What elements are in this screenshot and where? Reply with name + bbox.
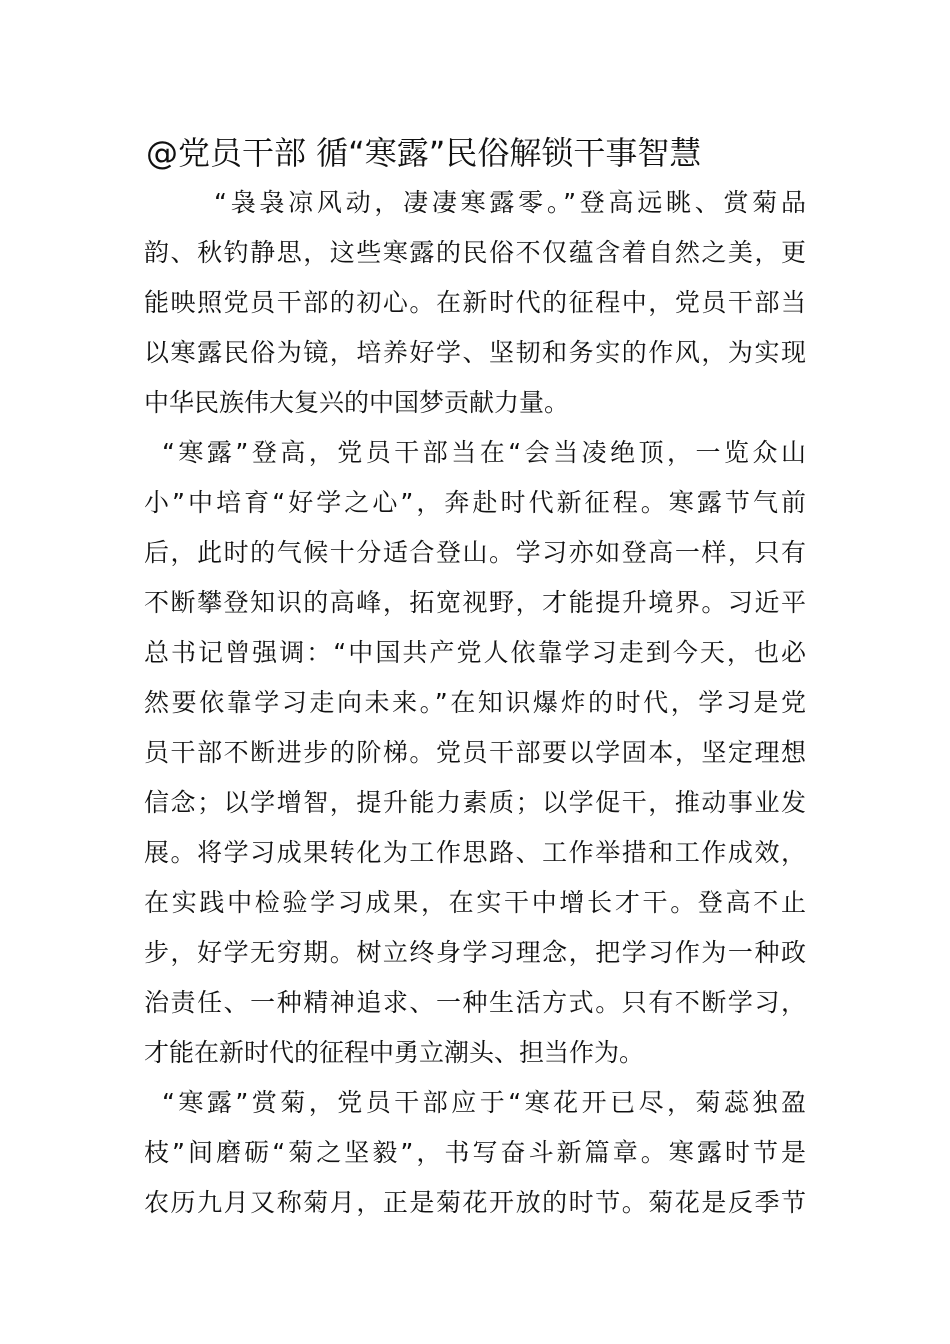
paragraph-line: 才能在新时代的征程中勇立潮头、担当作为。 — [144, 1038, 645, 1067]
paragraph-line: 然要依靠学习走向未来。”在知识爆炸的时代，学习是党 — [144, 688, 806, 717]
paragraph-line: 在实践中检验学习成果，在实干中增长才干。登高不止 — [144, 888, 806, 917]
paragraph-line: 韵、秋钓静思，这些寒露的民俗不仅蕴含着自然之美，更 — [144, 238, 806, 267]
paragraph-line: 总书记曾强调：“中国共产党人依靠学习走到今天，也必 — [144, 638, 806, 667]
paragraph-line: “袅袅凉风动，凄凄寒露零。”登高远眺、赏菊品 — [214, 188, 806, 217]
paragraph-line: 员干部不断进步的阶梯。党员干部要以学固本，坚定理想 — [144, 738, 806, 767]
paragraph-line: “寒露”登高，党员干部当在“会当凌绝顶，一览众山 — [162, 438, 806, 467]
paragraph-line: 步，好学无穷期。树立终身学习理念，把学习作为一种政 — [144, 938, 806, 967]
paragraph-line: “寒露”赏菊，党员干部应于“寒花开已尽，菊蕊独盈 — [162, 1088, 806, 1117]
paragraph-line: 以寒露民俗为镜，培养好学、坚韧和务实的作风，为实现 — [144, 338, 806, 367]
paragraph-line: 信念；以学增智，提升能力素质；以学促干，推动事业发 — [144, 788, 806, 817]
paragraph-line: 中华民族伟大复兴的中国梦贡献力量。 — [144, 388, 570, 417]
paragraph-line: 展。将学习成果转化为工作思路、工作举措和工作成效， — [144, 838, 806, 867]
paragraph-line: 治责任、一种精神追求、一种生活方式。只有不断学习， — [144, 988, 806, 1017]
document-body — [144, 178, 806, 1228]
paragraph-line: 不断攀登知识的高峰，拓宽视野，才能提升境界。习近平 — [144, 588, 806, 617]
document-title: @党员干部 循“寒露”民俗解锁干事智慧 — [146, 134, 702, 172]
paragraph-line: 能映照党员干部的初心。在新时代的征程中，党员干部当 — [144, 288, 806, 317]
paragraph-line: 小”中培育“好学之心”，奔赴时代新征程。寒露节气前 — [144, 488, 806, 517]
paragraph-line: 农历九月又称菊月，正是菊花开放的时节。菊花是反季节 — [144, 1188, 806, 1217]
paragraph-line: 后，此时的气候十分适合登山。学习亦如登高一样，只有 — [144, 538, 806, 567]
paragraph-line: 枝”间磨砺“菊之坚毅”，书写奋斗新篇章。寒露时节是 — [144, 1138, 806, 1167]
